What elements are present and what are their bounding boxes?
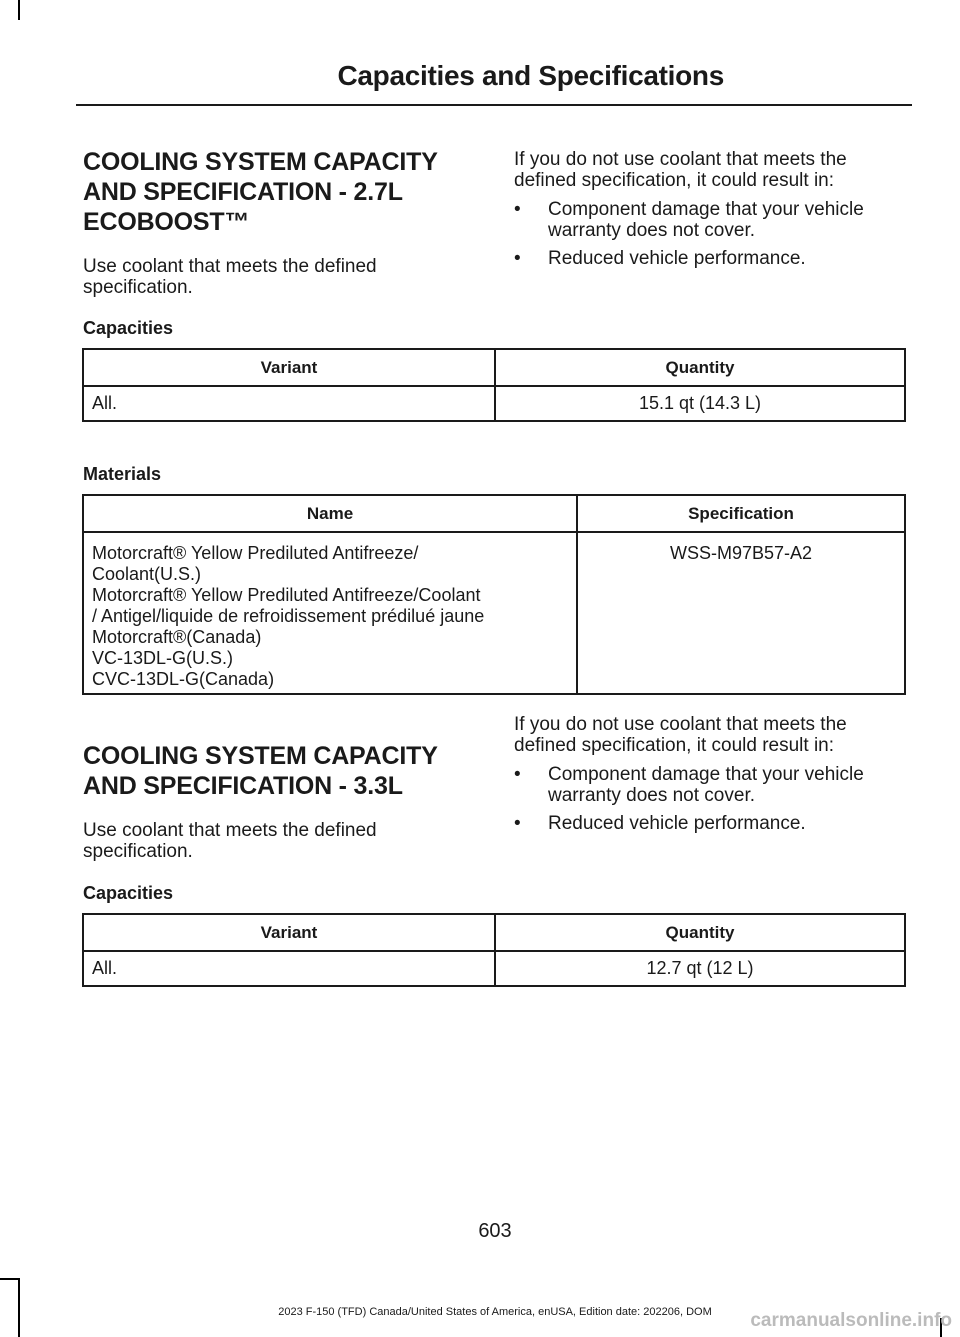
section1-materials-label: Materials	[83, 464, 162, 484]
edition-footer: 2023 F-150 (TFD) Canada/United States of America, enUSA, Edition date: 202206, DOM	[278, 1306, 712, 1318]
section1-heading	[83, 147, 483, 237]
table-header-specification: Specification	[577, 495, 905, 532]
section1-materials-table	[82, 494, 906, 695]
watermark: carmanualsonline.info	[750, 1310, 952, 1331]
page-number: 603	[478, 1220, 512, 1242]
section1-heading-line1: COOLING SYSTEM CAPACITY	[83, 148, 438, 176]
bullet-glyph: •	[514, 813, 521, 834]
material-name-line: Coolant(U.S.)	[92, 564, 202, 584]
section2-warning-line1: If you do not use coolant that meets the	[514, 714, 847, 735]
section1-intro-line2: specification.	[83, 277, 193, 298]
table-header-quantity: Quantity	[495, 349, 905, 386]
section2-intro-line2: specification.	[83, 841, 193, 862]
section1-intro	[83, 256, 483, 298]
table-cell-specification: WSS-M97B57-A2	[577, 532, 905, 694]
section2-warning	[514, 714, 914, 756]
page-header-title: Capacities and Specifications	[337, 60, 724, 91]
section1-intro-line1: Use coolant that meets the defined	[83, 256, 377, 277]
material-name-line: VC-13DL-G(U.S.)	[92, 648, 234, 668]
material-name-line: Motorcraft® Yellow Prediluted Antifreeze/	[92, 543, 419, 563]
section1-bullet-1-line2: warranty does not cover.	[548, 220, 755, 241]
section1-bullet-1-line1: Component damage that your vehicle	[548, 199, 864, 220]
section1-bullet-2	[514, 248, 914, 270]
material-name-line: Motorcraft® Yellow Prediluted Antifreeze/Coolant	[92, 585, 481, 605]
bullet-glyph: •	[514, 248, 521, 269]
section2-bullet-1	[514, 764, 914, 808]
table-cell-variant: All.	[83, 386, 495, 421]
section2-capacities-table	[82, 913, 906, 987]
section2-heading	[83, 741, 483, 801]
table-cell-name	[83, 532, 577, 694]
crop-mark-bottom-left-h	[0, 1278, 18, 1280]
bullet-glyph: •	[514, 764, 521, 785]
section2-heading-line1: COOLING SYSTEM CAPACITY	[83, 742, 438, 770]
section2-warning-line2: defined specification, it could result in:	[514, 735, 835, 756]
table-header-variant: Variant	[83, 914, 495, 951]
header-rule	[76, 104, 912, 106]
section2-intro	[83, 820, 483, 862]
table-cell-quantity: 15.1 qt (14.3 L)	[495, 386, 905, 421]
section1-heading-line3: ECOBOOST™	[83, 208, 250, 236]
section1-warning-line2: defined specification, it could result in:	[514, 170, 835, 191]
section2-bullet-2	[514, 813, 914, 835]
table-cell-quantity: 12.7 qt (12 L)	[495, 951, 905, 986]
bullet-glyph: •	[514, 199, 521, 220]
material-name-line: CVC-13DL-G(Canada)	[92, 669, 275, 689]
section1-warning	[514, 149, 914, 191]
section1-bullet-1	[514, 199, 914, 243]
material-name-line: / Antigel/liquide de refroidissement prédilué jaune	[92, 606, 485, 626]
section2-intro-line1: Use coolant that meets the defined	[83, 820, 377, 841]
table-header-quantity: Quantity	[495, 914, 905, 951]
section1-heading-line2: AND SPECIFICATION - 2.7L	[83, 178, 403, 206]
section1-capacities-label: Capacities	[83, 318, 174, 338]
section1-capacities-table	[82, 348, 906, 422]
table-header-name: Name	[83, 495, 577, 532]
section2-bullet-1-line2: warranty does not cover.	[548, 785, 755, 806]
table-cell-variant: All.	[83, 951, 495, 986]
crop-mark-top-left	[18, 0, 20, 20]
section2-heading-line2: AND SPECIFICATION - 3.3L	[83, 772, 403, 800]
material-name-line: Motorcraft®(Canada)	[92, 627, 262, 647]
section2-capacities-label: Capacities	[83, 883, 174, 903]
section2-bullet-1-line1: Component damage that your vehicle	[548, 764, 864, 785]
section2-bullet-2-text: Reduced vehicle performance.	[548, 813, 806, 834]
section1-bullet-2-text: Reduced vehicle performance.	[548, 248, 806, 269]
table-header-variant: Variant	[83, 349, 495, 386]
section1-warning-line1: If you do not use coolant that meets the	[514, 149, 847, 170]
